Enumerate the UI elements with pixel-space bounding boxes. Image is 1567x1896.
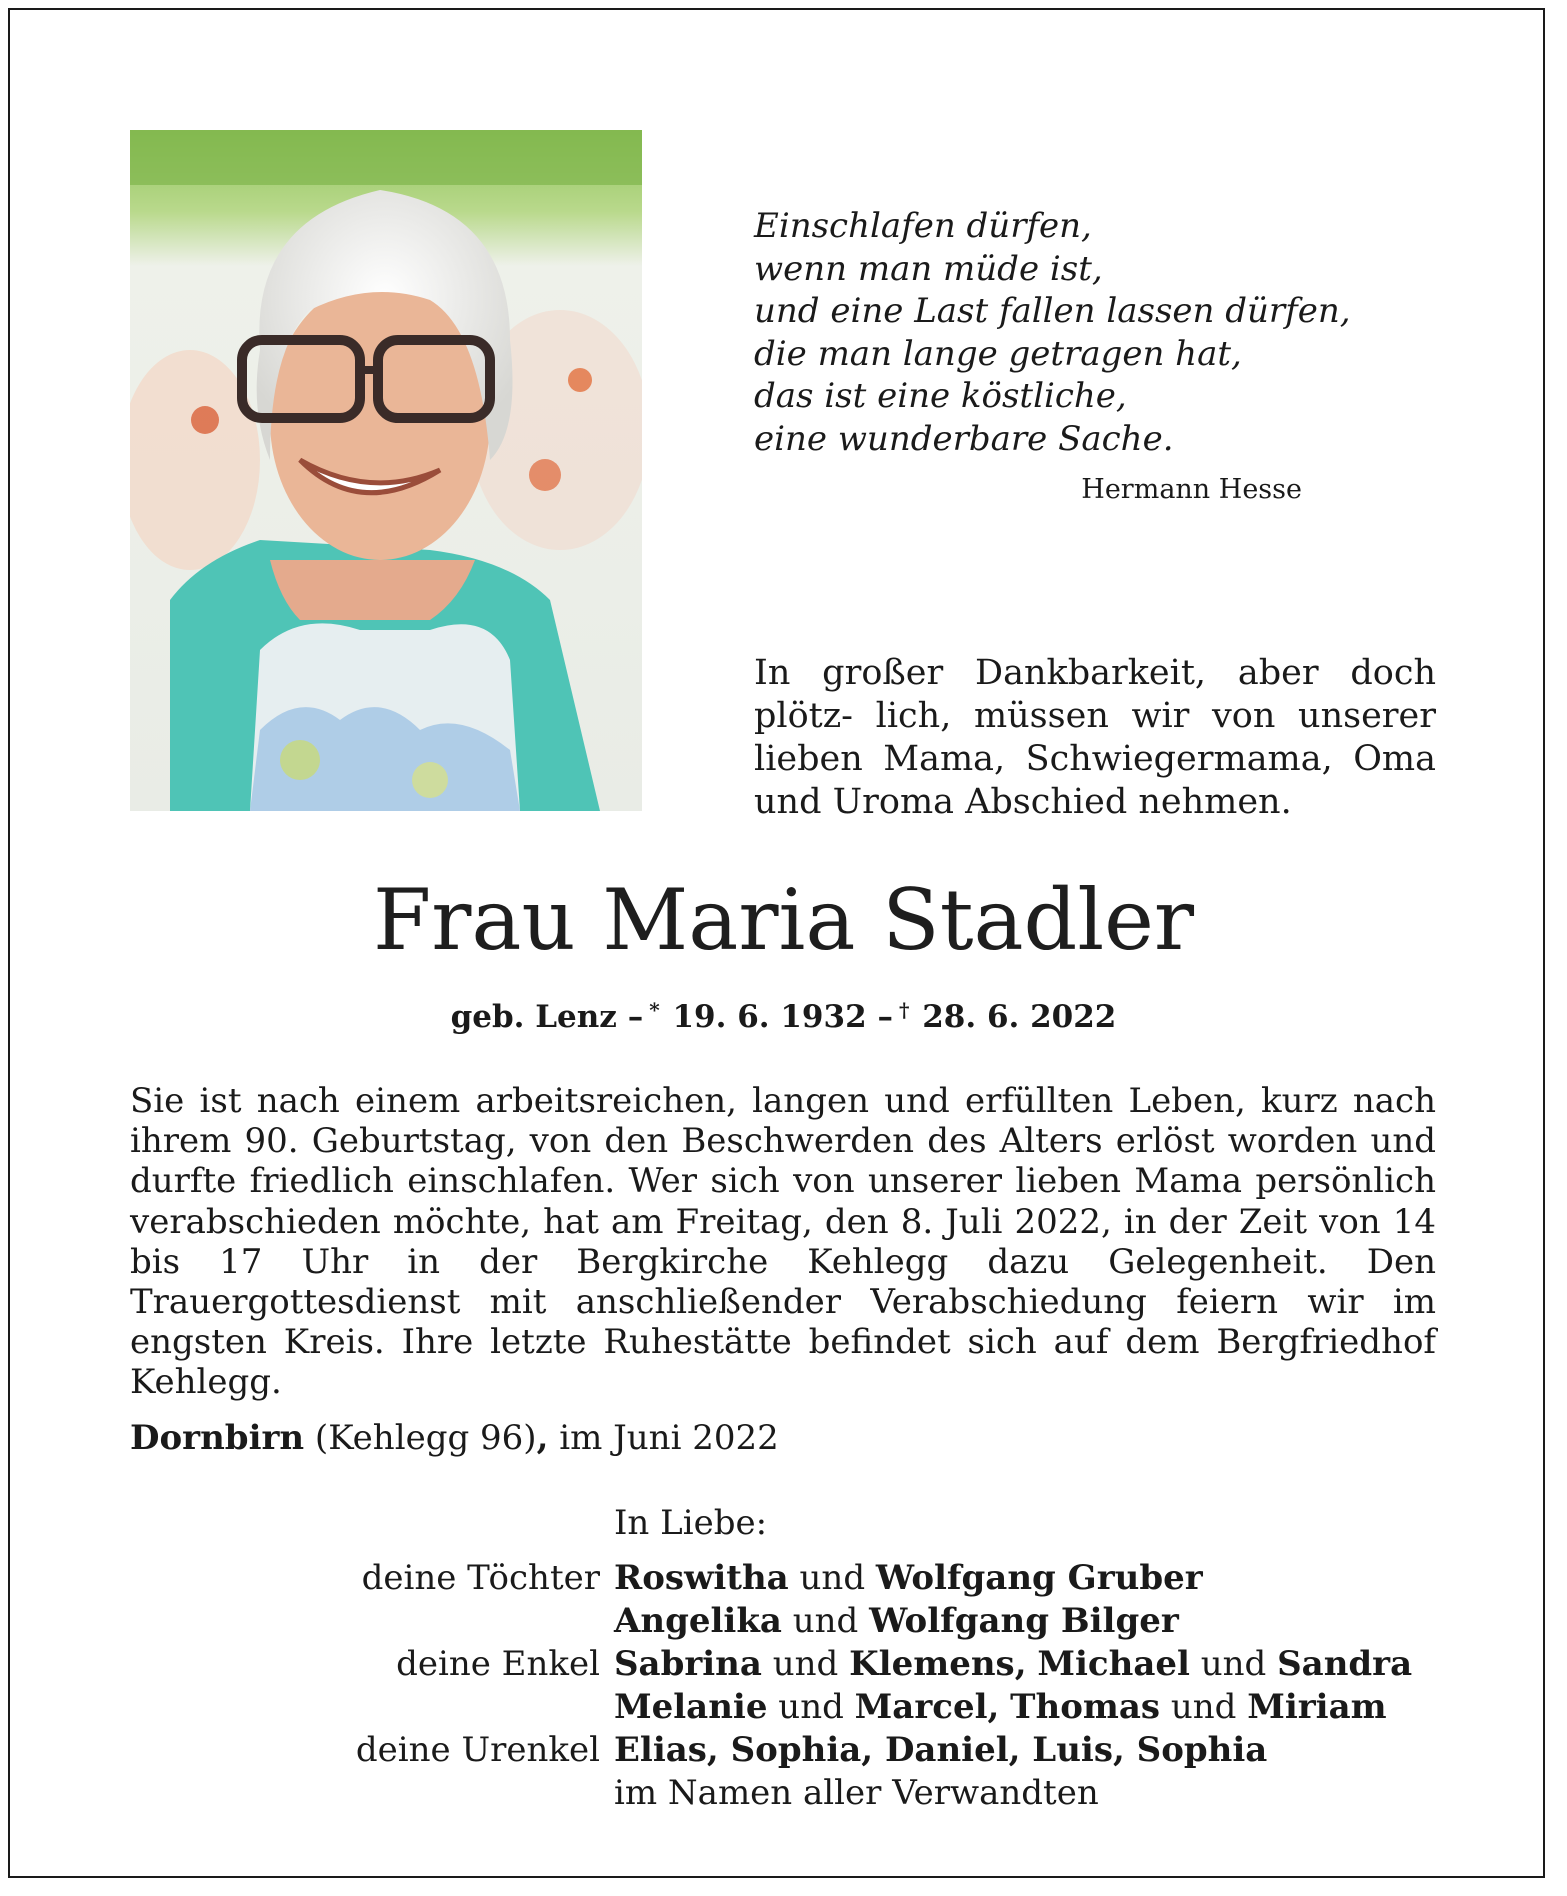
poem-line: wenn man müde ist, bbox=[754, 248, 1103, 289]
portrait-photo bbox=[130, 130, 642, 811]
place-date bbox=[130, 1418, 779, 1458]
intro-line: Mama, Schwiegermama, Oma und bbox=[754, 739, 1436, 822]
life-dates bbox=[0, 998, 1567, 1035]
person-name: Klemens bbox=[849, 1644, 1015, 1684]
address: (Kehlegg 96) bbox=[304, 1418, 537, 1458]
poem-line: das ist eine köstliche, bbox=[754, 376, 1127, 416]
family-line bbox=[614, 1687, 1387, 1727]
and-word: und bbox=[799, 1558, 866, 1598]
intro-text bbox=[754, 652, 1436, 824]
and-word: und bbox=[792, 1601, 859, 1641]
intro-line: In großer Dankbarkeit, aber doch plötz- bbox=[754, 653, 1436, 736]
comma: , bbox=[987, 1687, 1000, 1727]
separator: – bbox=[877, 999, 893, 1035]
poem-line: eine wunderbare Sache. bbox=[754, 418, 1174, 459]
and-word: und bbox=[778, 1687, 844, 1727]
intro-line: lich, müssen wir von unserer lieben bbox=[754, 696, 1436, 779]
poem-line: und eine Last fallen lassen dürfen, bbox=[754, 291, 1351, 331]
poem-line: die man lange getragen hat, bbox=[754, 333, 1242, 374]
person-name: Thomas bbox=[1010, 1687, 1161, 1727]
great-grandchildren-label: deine Urenkel bbox=[355, 1730, 600, 1770]
person-name: Roswitha bbox=[614, 1558, 789, 1598]
birth-date: 19. 6. 1932 bbox=[672, 999, 867, 1035]
separator: – bbox=[627, 999, 644, 1035]
daughters-label: deine Töchter bbox=[361, 1558, 600, 1598]
city: Dornbirn bbox=[130, 1418, 305, 1458]
person-name: Michael bbox=[1037, 1644, 1190, 1684]
person-name: Wolfgang Bilger bbox=[869, 1601, 1179, 1641]
and-word: und bbox=[1170, 1687, 1237, 1727]
grandchildren-label: deine Enkel bbox=[396, 1644, 600, 1684]
date: im Juni 2022 bbox=[548, 1418, 779, 1458]
relatives-line: im Namen aller Verwandten bbox=[614, 1773, 1099, 1813]
poem-line: Einschlafen dürfen, bbox=[754, 206, 1092, 246]
person-name: Wolfgang Gruber bbox=[875, 1558, 1203, 1598]
person-names: Elias, Sophia, Daniel, Luis, Sophia bbox=[614, 1730, 1268, 1770]
and-word: und bbox=[1200, 1644, 1267, 1684]
family-line bbox=[614, 1644, 1412, 1684]
person-name: Sandra bbox=[1277, 1644, 1413, 1684]
person-name: Sabrina bbox=[614, 1644, 762, 1684]
born-symbol: * bbox=[649, 998, 660, 1022]
person-name: Marcel bbox=[854, 1687, 988, 1727]
poem-author: Hermann Hesse bbox=[1081, 474, 1302, 505]
comma: , bbox=[1014, 1644, 1027, 1684]
deceased-name: Frau Maria Stadler bbox=[372, 871, 1195, 969]
and-word: und bbox=[772, 1644, 839, 1684]
death-date: 28. 6. 2022 bbox=[922, 999, 1117, 1035]
comma: , bbox=[536, 1418, 549, 1458]
family-line bbox=[614, 1558, 1203, 1598]
person-name: Melanie bbox=[614, 1687, 768, 1727]
person-name: Miriam bbox=[1247, 1687, 1387, 1727]
person-name: Angelika bbox=[614, 1601, 782, 1641]
family-line bbox=[614, 1730, 1267, 1770]
died-symbol: † bbox=[898, 998, 910, 1022]
poem bbox=[754, 205, 1354, 460]
family-line bbox=[614, 1601, 1179, 1641]
intro-line: Uroma Abschied nehmen. bbox=[832, 782, 1292, 822]
in-love-line: In Liebe: bbox=[614, 1503, 768, 1543]
obituary-text: Sie ist nach einem arbeitsreichen, langen und erfüllten Leben, kurz nach ihrem 90. Geburtstag, von den Beschwerden des Alters erlöst worden und durfte friedlich einschlafen. Wer sich von unserer lieben Mama persönlich verabschieden möchte, hat am Freitag, den 8. Juli 2022, in der Zeit von 14 bis 17 Uhr in der Bergkirche Kehlegg dazu Gelegenheit. Den Trauergottesdienst mit anschließender Verabschiedung feiern wir im engsten Kreis. Ihre letzte Ruhestätte befindet sich auf dem Bergfriedhof Kehlegg. bbox=[130, 1081, 1436, 1403]
birth-name: geb. Lenz bbox=[450, 999, 617, 1035]
